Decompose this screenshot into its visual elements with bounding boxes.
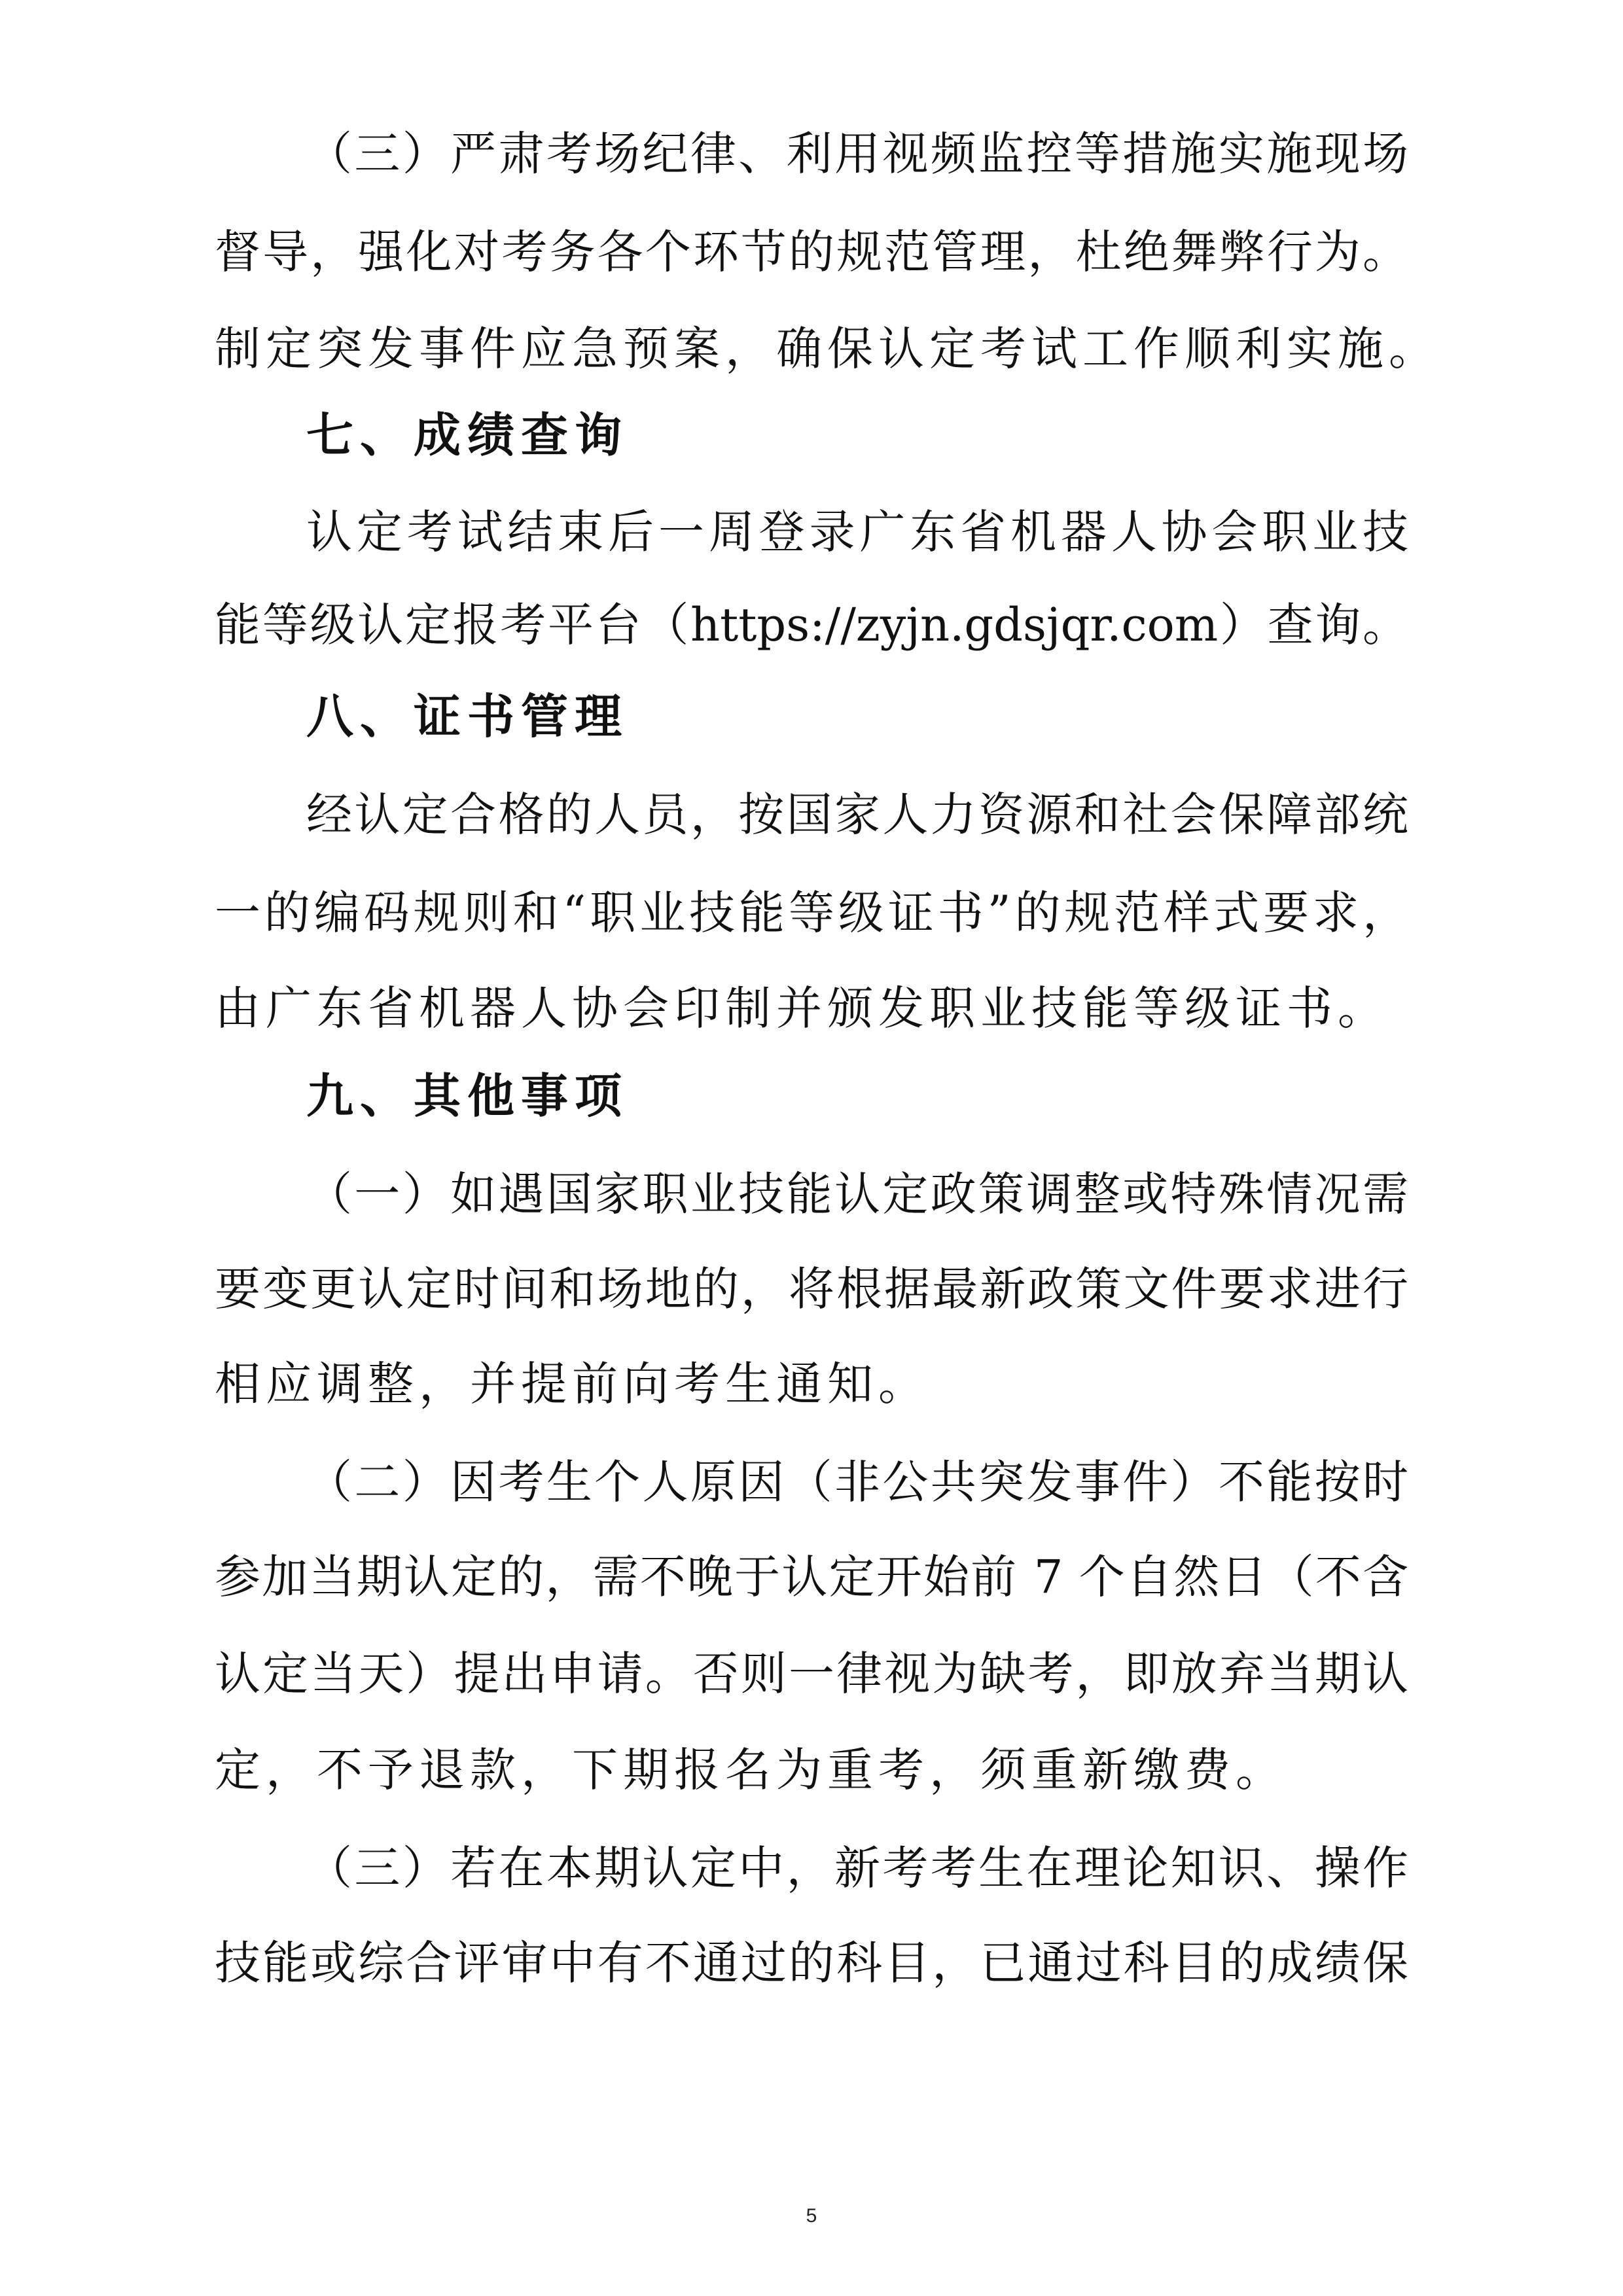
section-heading: 七、成绩查询 (306, 408, 629, 463)
paragraph-line: 技能或综合评审中有不通过的科目，已通过科目的成绩保 (215, 1936, 1408, 1990)
paragraph-line: （一）如遇国家职业技能认定政策调整或特殊情况需 (306, 1167, 1408, 1221)
section-heading: 九、其他事项 (306, 1069, 629, 1123)
paragraph-line: 经认定合格的人员，按国家人力资源和社会保障部统 (306, 788, 1408, 841)
paragraph-line: （二）因考生个人原因（非公共突发事件）不能按时 (306, 1455, 1408, 1509)
paragraph-line: 认定考试结束后一周登录广东省机器人协会职业技 (306, 505, 1408, 559)
paragraph-line: 相应调整，并提前向考生通知。 (215, 1357, 929, 1411)
paragraph-line: （三）若在本期认定中，新考考生在理论知识、操作 (306, 1841, 1408, 1895)
paragraph-line: 能等级认定报考平台（https://zyjn.gdsjqr.com）查询。 (215, 598, 1408, 652)
paragraph-line: 一的编码规则和“职业技能等级证书”的规范样式要求， (215, 886, 1408, 940)
paragraph-line: 由广东省机器人协会印制并颁发职业技能等级证书。 (215, 981, 1389, 1035)
paragraph-line: （三）严肃考场纪律、利用视频监控等措施实施现场 (306, 127, 1408, 181)
page-number: 5 (806, 2205, 817, 2227)
paragraph-line: 参加当期认定的，需不晚于认定开始前 7 个自然日（不含 (215, 1550, 1408, 1604)
section-heading: 八、证书管理 (306, 689, 629, 744)
paragraph-line: 督导，强化对考务各个环节的规范管理，杜绝舞弊行为。 (215, 225, 1408, 279)
paragraph-line: 制定突发事件应急预案，确保认定考试工作顺利实施。 (215, 322, 1440, 376)
paragraph-line: 定，不予退款，下期报名为重考，须重新缴费。 (215, 1743, 1287, 1797)
paragraph-line: 要变更认定时间和场地的，将根据最新政策文件要求进行 (215, 1262, 1408, 1316)
paragraph-line: 认定当天）提出申请。否则一律视为缺考，即放弃当期认 (215, 1647, 1408, 1701)
